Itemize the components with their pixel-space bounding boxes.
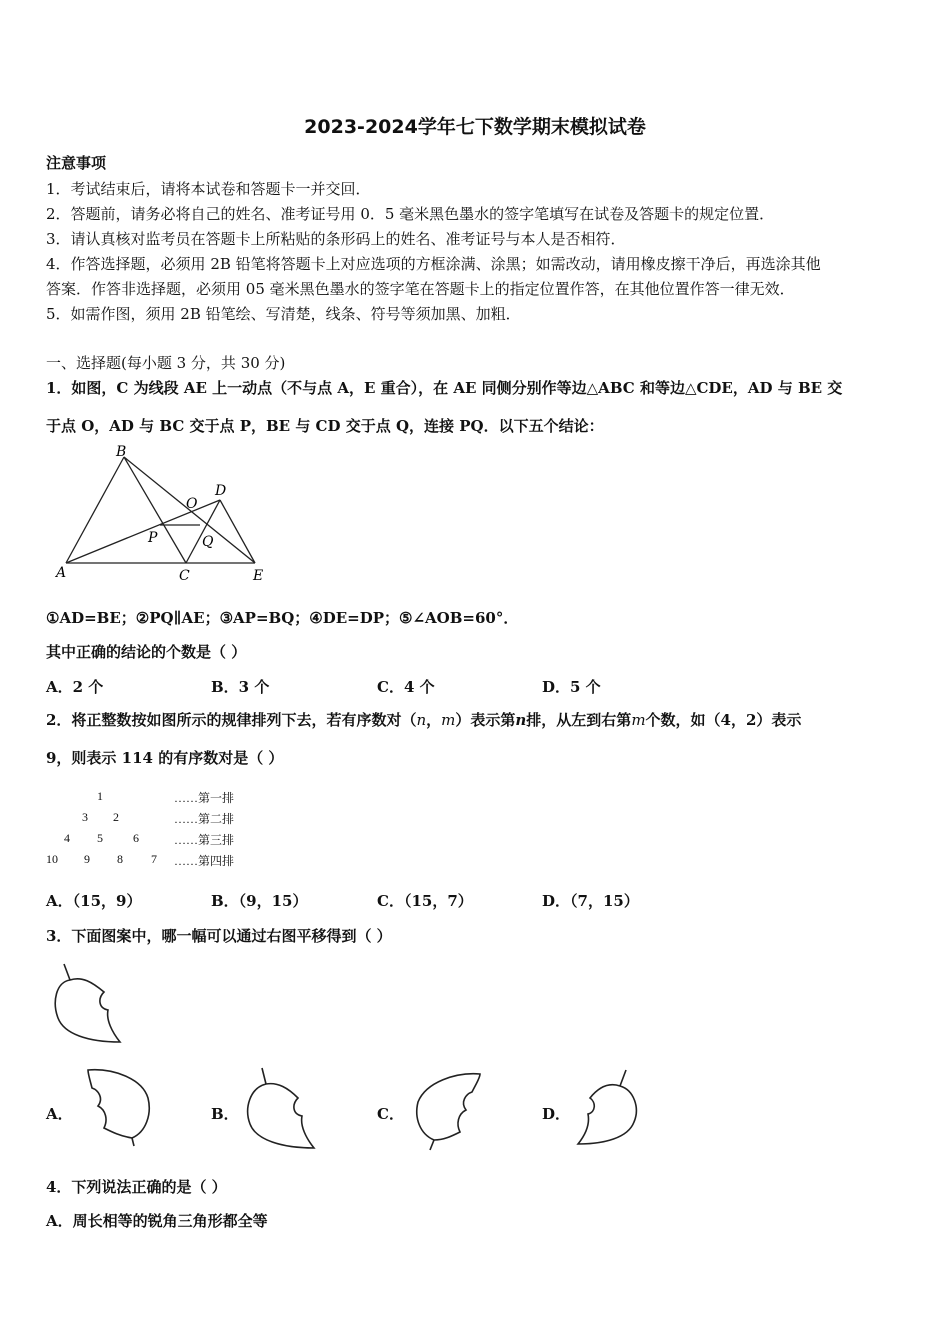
label-D: D: [215, 483, 227, 499]
notice-item: 3．请认真核对监考员在答题卡上所粘贴的条形码上的姓名、准考证号与本人是否相符．: [46, 230, 626, 248]
label-A: A: [56, 565, 67, 581]
triangle-number: 9: [84, 852, 90, 866]
notice-item: 1．考试结束后，请将本试卷和答题卡一并交回．: [46, 180, 371, 198]
notice-item: 4．作答选择题，必须用 2B 铅笔将答题卡上对应选项的方框涂满、涂黑；如需改动，请用橡皮擦干净后，再选涂其他: [46, 255, 821, 273]
q3-option-a[interactable]: A．: [46, 1105, 73, 1123]
leaf-option-c-figure: [410, 1070, 486, 1152]
row-label: ……第二排: [174, 812, 235, 826]
q2-option-c[interactable]: C．（15，7）: [377, 892, 473, 910]
triangle-number: 6: [133, 831, 139, 845]
q1-option-a[interactable]: A．2 个: [46, 678, 104, 696]
leaf-option-d-figure: [574, 1068, 644, 1148]
q3-option-b[interactable]: B．: [211, 1105, 239, 1123]
reference-leaf-figure: [48, 962, 128, 1046]
leaf-option-b-figure: [240, 1066, 320, 1152]
notice-item: 答案．作答非选择题，必须用 05 毫米黑色墨水的签字笔在答题卡上的指定位置作答，在其他位置作答一律无效．: [46, 280, 795, 298]
triangle-number: 7: [151, 852, 157, 866]
label-P: P: [148, 530, 158, 546]
q2-text-line1: 2．将正整数按如图所示的规律排列下去，若有序数对（n，m）表示第n排，从左到右第m个数，如（4，2）表示: [46, 711, 802, 729]
q3-option-c[interactable]: C．: [377, 1105, 404, 1123]
triangle-number: 8: [117, 852, 123, 866]
q3-prompt: 3．下面图案中，哪一幅可以通过右图平移得到（ ）: [46, 927, 392, 945]
row-label: ……第三排: [174, 833, 235, 847]
label-B: B: [116, 444, 127, 460]
q2-option-d[interactable]: D．（7，15）: [542, 892, 639, 910]
notice-heading: 注意事项: [46, 154, 107, 172]
label-E: E: [253, 568, 264, 584]
q4-prompt: 4．下列说法正确的是（ ）: [46, 1178, 227, 1196]
row-label: ……第四排: [174, 854, 235, 868]
q1-prompt: 其中正确的结论的个数是（ ）: [46, 643, 247, 661]
q2-text-line2: 9，则表示 114 的有序数对是（ ）: [46, 749, 284, 767]
notice-item: 2．答题前，请务必将自己的姓名、准考证号用 0．5 毫米黑色墨水的签字笔填写在试卷及答题卡的规定位置．: [46, 205, 775, 223]
notice-item: 5．如需作图，须用 2B 铅笔绘、写清楚，线条、符号等须加黑、加粗．: [46, 305, 521, 323]
q1-option-d[interactable]: D．5 个: [542, 678, 601, 696]
q2-option-a[interactable]: A．（15，9）: [46, 892, 142, 910]
triangle-number: 4: [64, 831, 70, 845]
q1-option-b[interactable]: B．3 个: [211, 678, 270, 696]
q1-option-c[interactable]: C．4 个: [377, 678, 435, 696]
page-title: 2023-2024学年七下数学期末模拟试卷: [304, 116, 646, 138]
triangle-number: 1: [97, 789, 103, 803]
section-heading: 一、选择题(每小题 3 分，共 30 分): [46, 354, 286, 372]
q4-option-a[interactable]: A．周长相等的锐角三角形都全等: [46, 1212, 268, 1230]
label-Q: Q: [202, 534, 214, 550]
q1-geometry-figure: [50, 445, 280, 590]
row-label: ……第一排: [174, 791, 235, 805]
leaf-option-a-figure: [82, 1066, 157, 1148]
q1-conclusions: ①AD=BE；②PQ∥AE；③AP=BQ；④DE=DP；⑤∠AOB=60°．: [46, 609, 519, 627]
triangle-number: 10: [46, 852, 58, 866]
q1-text-line2: 于点 O，AD 与 BC 交于点 P，BE 与 CD 交于点 Q，连接 PQ．以下五个结论：: [46, 417, 604, 435]
q3-option-d[interactable]: D．: [542, 1105, 571, 1123]
label-C: C: [179, 568, 190, 584]
q1-text-line1: 1．如图，C 为线段 AE 上一动点（不与点 A，E 重合），在 AE 同侧分别作等边△ABC 和等边△CDE，AD 与 BE 交: [46, 379, 843, 397]
triangle-number: 5: [97, 831, 103, 845]
triangle-number: 3: [82, 810, 88, 824]
q2-option-b[interactable]: B．（9，15）: [211, 892, 308, 910]
label-O: O: [186, 496, 198, 512]
triangle-number: 2: [113, 810, 119, 824]
